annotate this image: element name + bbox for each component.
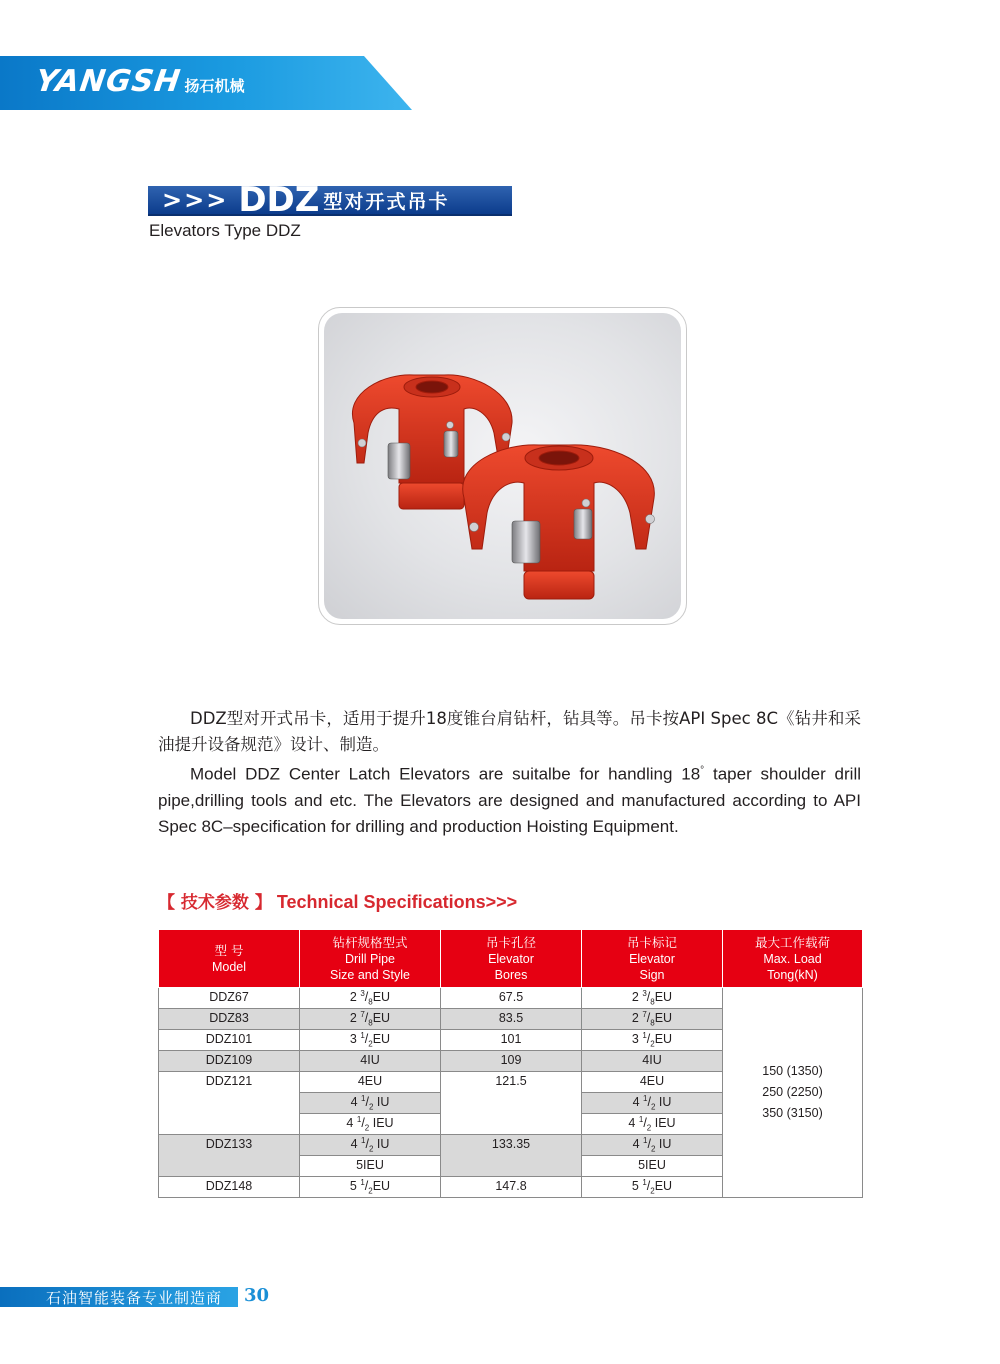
cell-pipe: 4 $^1/_2$ IU	[300, 1135, 441, 1156]
cell-model: DDZ109	[159, 1051, 300, 1072]
elevator-illustration	[324, 313, 681, 619]
cell-model: DDZ133	[159, 1135, 300, 1177]
cell-max-load	[723, 988, 863, 1198]
load-value: 350 (3150)	[762, 1106, 823, 1120]
cell-bore: 121.5	[441, 1072, 582, 1135]
header-model	[159, 930, 300, 988]
cell-sign: 2 $^3/_8EU$	[582, 988, 723, 1009]
cell-pipe: 2 $^3/_8EU$	[300, 988, 441, 1009]
cell-model: DDZ148	[159, 1177, 300, 1198]
spec-heading-en: Technical Specifications>>>	[276, 892, 518, 912]
cell-sign: 4 $^1/_2$ IU	[582, 1135, 723, 1156]
cell-sign: 4 $^1/_2$ IU	[582, 1093, 723, 1114]
header-sign-en1: Elevator	[629, 951, 675, 966]
header-model-en: Model	[211, 959, 247, 974]
cell-pipe: 4 $^1/_2$ IU	[300, 1093, 441, 1114]
header-load-en1: Max. Load	[763, 951, 822, 966]
header-load	[723, 930, 863, 988]
cell-pipe: 3 $^1/_2EU$	[300, 1030, 441, 1051]
section-title-bar	[148, 180, 512, 220]
header-model-cn: 型 号	[214, 942, 244, 958]
logo-latin: YANGSH	[33, 64, 183, 99]
cell-pipe: 5 $^1/_2EU$	[300, 1177, 441, 1198]
cell-bore: 83.5	[441, 1009, 582, 1030]
header-load-cn: 最大工作载荷	[754, 934, 830, 950]
footer-tagline: 石油智能装备专业制造商	[46, 1288, 223, 1307]
header-bore	[441, 930, 582, 988]
description-en	[158, 758, 861, 840]
header-pipe-cn: 钻杆规格型式	[332, 934, 408, 950]
logo-cn: 扬石机械	[184, 77, 245, 95]
cell-model: DDZ101	[159, 1030, 300, 1051]
header-load-en2: Tong(kN)	[767, 967, 818, 982]
header-pipe-en1: Drill Pipe	[344, 951, 395, 966]
header-bore-en2: Bores	[494, 967, 528, 982]
description-en-main: Model DDZ Center Latch Elevators are suitalbe for handling 18	[190, 764, 701, 784]
cell-sign: 4IU	[582, 1051, 723, 1072]
cell-bore: 147.8	[441, 1177, 582, 1198]
spec-table	[158, 929, 863, 1198]
cell-sign: 4EU	[582, 1072, 723, 1093]
cell-sign: 2 $^7/_8EU$	[582, 1009, 723, 1030]
title-arrows: >>>	[162, 186, 229, 214]
header-bore-cn: 吊卡孔径	[485, 934, 536, 950]
cell-bore: 109	[441, 1051, 582, 1072]
load-value: 150 (1350)	[762, 1064, 823, 1078]
description-cn-text: DDZ型对开式吊卡，适用于提升18度锥台肩钻杆，钻具等。吊卡按API Spec 8C《钻井和采油提升设备规范》设计、制造。	[158, 709, 861, 754]
cell-model: DDZ83	[159, 1009, 300, 1030]
degree-mark: °	[700, 765, 705, 776]
page-number: 30	[244, 1285, 270, 1306]
product-photo	[324, 313, 681, 619]
cell-pipe: 4 $^1/_2$ IEU	[300, 1114, 441, 1135]
product-photo-frame	[318, 307, 687, 625]
elevator-front	[463, 445, 655, 599]
cell-pipe: 4IU	[300, 1051, 441, 1072]
header-sign-en2: Sign	[639, 967, 665, 982]
cell-sign: 3 $^1/_2EU$	[582, 1030, 723, 1051]
spec-heading-cn: 【 技术参数 】	[158, 893, 272, 913]
section-subtitle: Elevators Type DDZ	[149, 221, 301, 240]
brand-logo	[33, 64, 245, 99]
cell-bore: 67.5	[441, 988, 582, 1009]
table-row	[159, 988, 863, 1009]
title-cn: 型对开式吊卡	[323, 190, 450, 213]
cell-bore: 101	[441, 1030, 582, 1051]
header-pipe-en2: Size and Style	[330, 967, 410, 982]
cell-sign: 4 $^1/_2$ IEU	[582, 1114, 723, 1135]
header-sign	[582, 930, 723, 988]
header-bore-en1: Elevator	[488, 951, 534, 966]
load-value: 250 (2250)	[762, 1085, 823, 1099]
cell-pipe: 2 $^7/_8EU$	[300, 1009, 441, 1030]
description-cn	[158, 706, 861, 758]
spec-heading	[158, 888, 517, 913]
description-en-rest: taper shoulder drill pipe,drilling tools and etc. The Elevators are designed and manufactured according to API Spec 8C–specification for drilling and production Hoisting Equipment.	[158, 764, 861, 836]
table-header-row	[159, 930, 863, 988]
cell-sign: 5IEU	[582, 1156, 723, 1177]
header-pipe	[300, 930, 441, 988]
cell-sign: 5 $^1/_2EU$	[582, 1177, 723, 1198]
title-model: DDZ	[238, 180, 320, 220]
cell-pipe: 5IEU	[300, 1156, 441, 1177]
cell-model: DDZ67	[159, 988, 300, 1009]
header-sign-cn: 吊卡标记	[626, 934, 677, 950]
cell-pipe: 4EU	[300, 1072, 441, 1093]
cell-bore: 133.35	[441, 1135, 582, 1177]
cell-model: DDZ121	[159, 1072, 300, 1135]
footer-bar	[0, 1287, 238, 1307]
